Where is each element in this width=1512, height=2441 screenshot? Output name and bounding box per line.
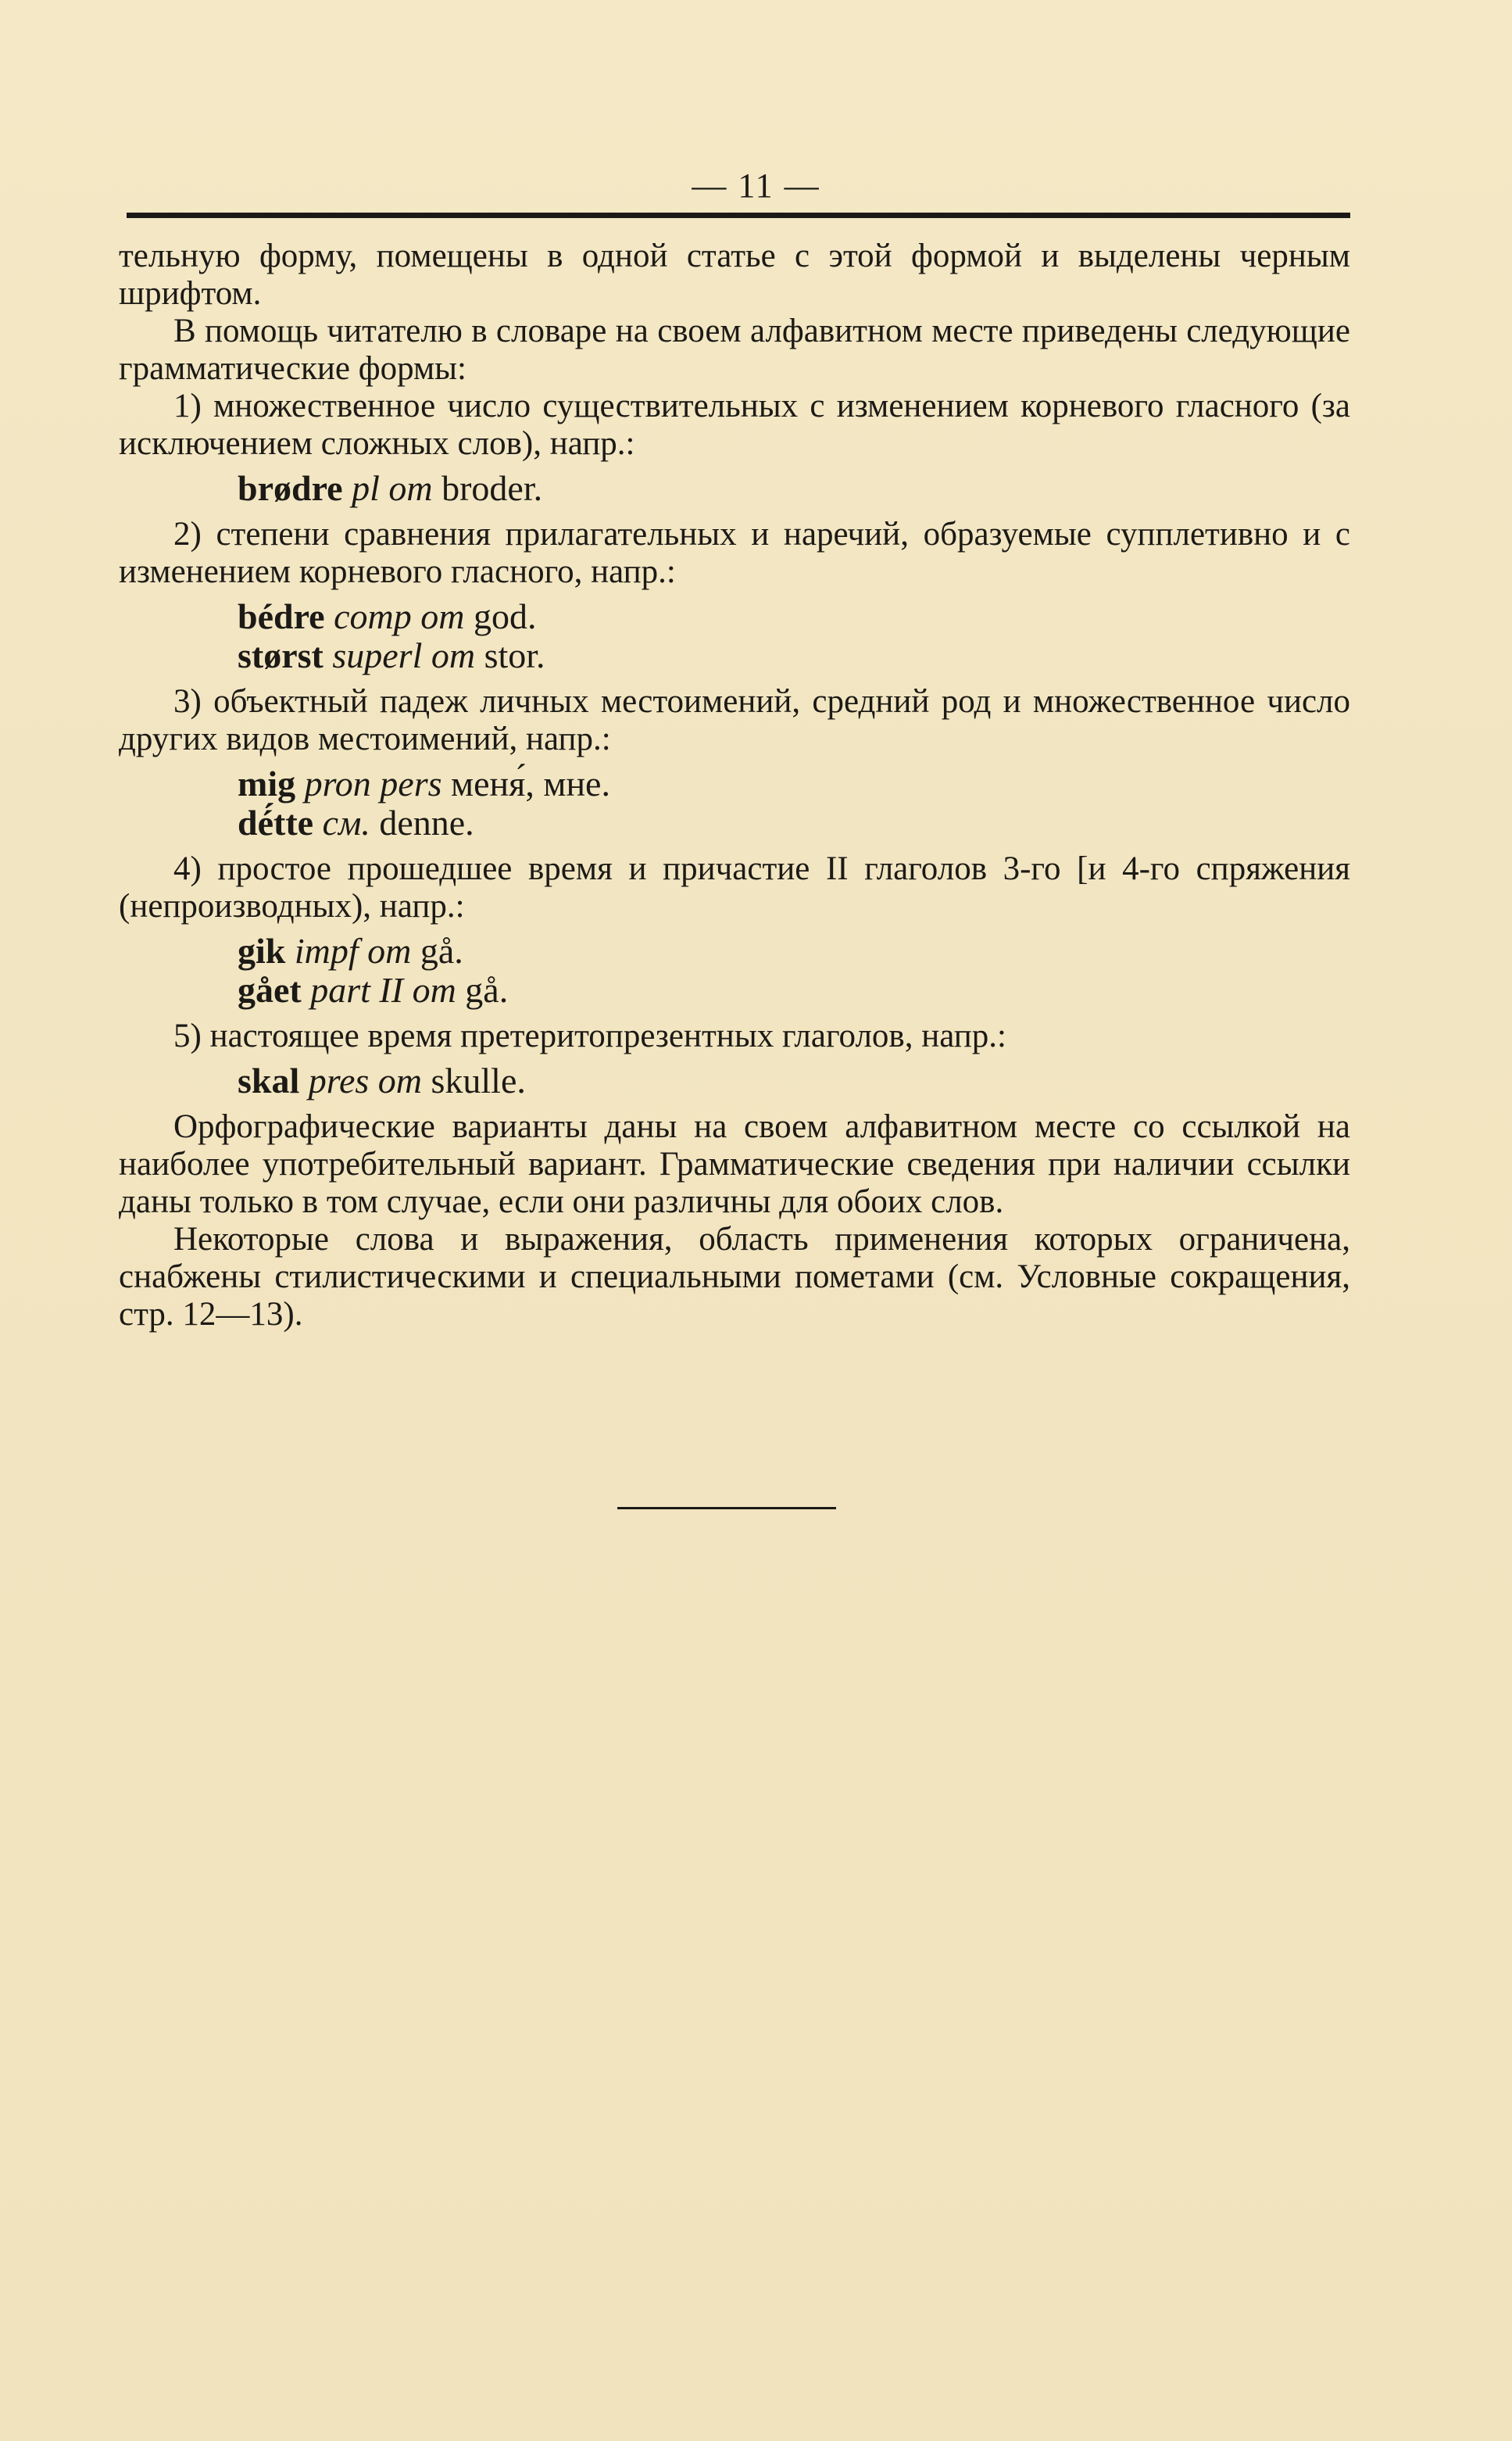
example-target: меня́, мне. bbox=[451, 764, 610, 804]
example-target: stor. bbox=[484, 635, 545, 675]
header-rule bbox=[127, 213, 1350, 218]
list-item-4: 4) простое прошедшее время и причастие II глаголов 3-го [и 4-го спряжения (непроизводных), напр.: bbox=[119, 850, 1350, 925]
example-skal bbox=[238, 1061, 1350, 1101]
example-target: skulle. bbox=[431, 1061, 526, 1101]
example-dette bbox=[238, 804, 1350, 843]
example-storst bbox=[238, 636, 1350, 675]
example-gaet bbox=[238, 971, 1350, 1010]
section-end-rule bbox=[617, 1507, 836, 1509]
paragraph-style-labels: Некоторые слова и выражения, область применения которых ограничена, снабжены стилистическими и специальными пометами (см. Условные сокращения, стр. 12—13). bbox=[119, 1221, 1350, 1333]
example-grammar: part II om bbox=[310, 970, 456, 1010]
example-target: god. bbox=[473, 596, 537, 636]
example-target: denne. bbox=[379, 803, 474, 843]
example-headword: mig bbox=[238, 764, 296, 804]
list-item-3: 3) объектный падеж личных местоимений, средний род и множественное число других видов местоимений, напр.: bbox=[119, 683, 1350, 757]
example-grammar: comp om bbox=[334, 596, 465, 636]
example-brodre bbox=[238, 469, 1350, 508]
paragraph-continuation: тельную форму, помещены в одной статье с этой формой и выделены черным шрифтом. bbox=[119, 238, 1350, 312]
example-grammar: см. bbox=[322, 803, 370, 843]
example-target: gå. bbox=[420, 931, 463, 971]
list-item-1: 1) множественное число существительных с изменением корневого гласного (за исключением сложных слов), напр.: bbox=[119, 388, 1350, 462]
list-item-5: 5) настоящее время претеритопрезентных глаголов, напр.: bbox=[173, 1018, 1006, 1054]
example-headword: gik bbox=[238, 931, 286, 971]
paragraph-intro: В помощь читателю в словаре на своем алфавитном месте приведены следующие грамматические формы: bbox=[119, 313, 1350, 387]
example-target: gå. bbox=[465, 970, 509, 1010]
example-grammar: pl om bbox=[352, 468, 433, 508]
example-gik bbox=[238, 932, 1350, 971]
body-text bbox=[119, 238, 1350, 1333]
paragraph-spelling-variants: Орфографические варианты даны на своем алфавитном месте со ссылкой на наиболее употребительный вариант. Грамматические сведения при наличии ссылки даны только в том случае, если они различны для обоих слов. bbox=[119, 1108, 1350, 1220]
example-headword: bédre bbox=[238, 596, 325, 636]
example-grammar: superl om bbox=[332, 635, 476, 675]
example-headword: gået bbox=[238, 970, 302, 1010]
example-headword: skal bbox=[238, 1061, 300, 1101]
example-mig bbox=[238, 764, 1350, 804]
example-bedre bbox=[238, 597, 1350, 636]
example-headword: dé́tte bbox=[238, 803, 314, 843]
list-item-2: 2) степени сравнения прилагательных и наречий, образуемые супплетивно и с изменением корневого гласного, напр.: bbox=[119, 516, 1350, 590]
example-grammar: pron pers bbox=[304, 764, 442, 804]
example-headword: brødre bbox=[238, 468, 343, 508]
example-headword: størst bbox=[238, 635, 323, 675]
example-target: broder. bbox=[441, 468, 543, 508]
example-grammar: pres om bbox=[308, 1061, 422, 1101]
example-grammar: impf om bbox=[294, 931, 412, 971]
page-number: — 11 — bbox=[692, 166, 820, 205]
